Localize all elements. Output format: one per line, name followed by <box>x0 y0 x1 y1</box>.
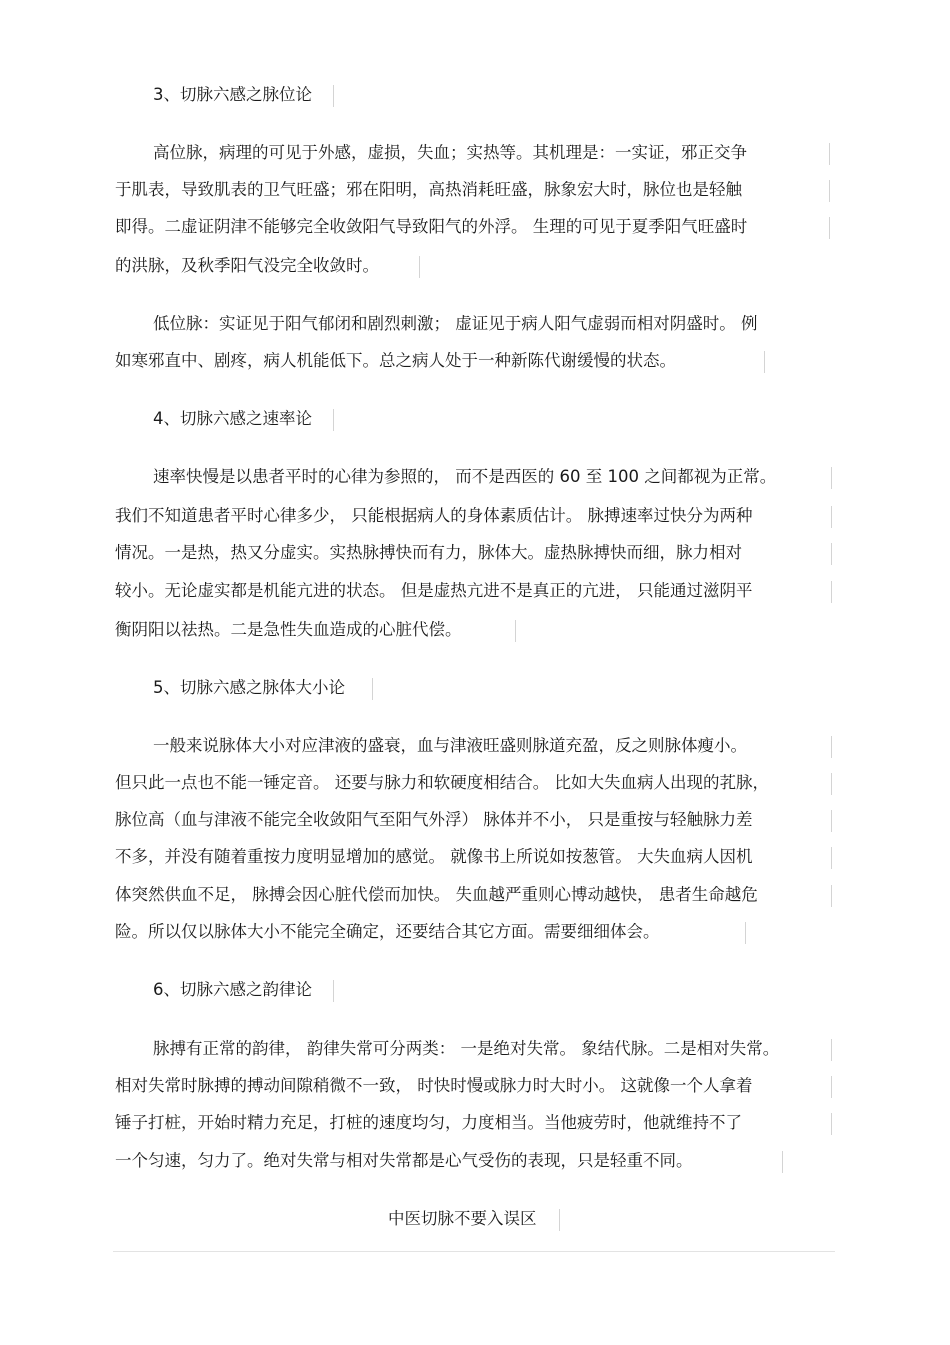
paragraph-line: 险。所以仅以脉体大小不能完全确定，还要结合其它方面。需要细细体会。 <box>115 922 660 941</box>
paragraph-line: 高位脉，病理的可见于外感，虚损，失血；实热等。其机理是：一实证，邪正交争 <box>153 143 747 162</box>
section-4-heading: 4、切脉六感之速率论 <box>153 409 312 428</box>
section-6-heading: 6、切脉六感之韵律论 <box>153 980 312 999</box>
paragraph-line: 脉搏有正常的韵律， 韵律失常可分两类： 一是绝对失常。 象结代脉。二是相对失常。 <box>153 1039 780 1058</box>
paragraph-line: 情况。一是热，热又分虚实。实热脉搏快而有力，脉体大。虚热脉搏快而细，脉力相对 <box>115 543 742 562</box>
next-article-title: 中医切脉不要入误区 <box>388 1209 537 1228</box>
paragraph-line: 脉位高（血与津液不能完全收敛阳气至阳气外浮） 脉体并不小， 只是重按与轻触脉力差 <box>115 810 753 829</box>
paragraph-line: 衡阴阳以祛热。二是急性失血造成的心脏代偿。 <box>115 620 462 639</box>
paragraph-line: 我们不知道患者平时心律多少， 只能根据病人的身体素质估计。 脉搏速率过快分为两种 <box>115 506 753 525</box>
paragraph-line: 但只此一点也不能一锤定音。 还要与脉力和软硬度相结合。 比如大失血病人出现的芤脉， <box>115 773 769 792</box>
section-3-heading: 3、切脉六感之脉位论 <box>153 85 312 104</box>
section-5-heading: 5、切脉六感之脉体大小论 <box>153 678 345 697</box>
paragraph-line: 相对失常时脉搏的搏动间隙稍微不一致， 时快时慢或脉力时大时小。 这就像一个人拿着 <box>115 1076 753 1095</box>
paragraph-line: 的洪脉，及秋季阳气没完全收敛时。 <box>115 256 379 275</box>
paragraph-line: 低位脉：实证见于阳气郁闭和剧烈刺激； 虚证见于病人阳气虚弱而相对阴盛时。 例 <box>153 314 758 333</box>
paragraph-line: 于肌表，导致肌表的卫气旺盛；邪在阳明，高热消耗旺盛，脉象宏大时，脉位也是轻触 <box>115 180 742 199</box>
divider <box>113 1251 835 1252</box>
paragraph-line: 一般来说脉体大小对应津液的盛衰，血与津液旺盛则脉道充盈，反之则脉体瘦小。 <box>153 736 747 755</box>
paragraph-line: 速率快慢是以患者平时的心律为参照的， 而不是西医的 60 至 100 之间都视为正常。 <box>153 467 777 486</box>
paragraph-line: 即得。二虚证阴津不能够完全收敛阳气导致阳气的外浮。 生理的可见于夏季阳气旺盛时 <box>115 217 748 236</box>
paragraph-line: 较小。无论虚实都是机能亢进的状态。 但是虚热亢进不是真正的亢进， 只能通过滋阴平 <box>115 581 753 600</box>
paragraph-line: 锤子打桩，开始时精力充足，打桩的速度均匀，力度相当。当他疲劳时，他就维持不了 <box>115 1113 742 1132</box>
paragraph-line: 如寒邪直中、剧疼，病人机能低下。总之病人处于一种新陈代谢缓慢的状态。 <box>115 351 676 370</box>
paragraph-line: 不多，并没有随着重按力度明显增加的感觉。 就像书上所说如按葱管。 大失血病人因机 <box>115 847 753 866</box>
paragraph-line: 一个匀速，匀力了。绝对失常与相对失常都是心气受伤的表现，只是轻重不同。 <box>115 1151 693 1170</box>
paragraph-line: 体突然供血不足， 脉搏会因心脏代偿而加快。 失血越严重则心博动越快， 患者生命越危 <box>115 885 758 904</box>
